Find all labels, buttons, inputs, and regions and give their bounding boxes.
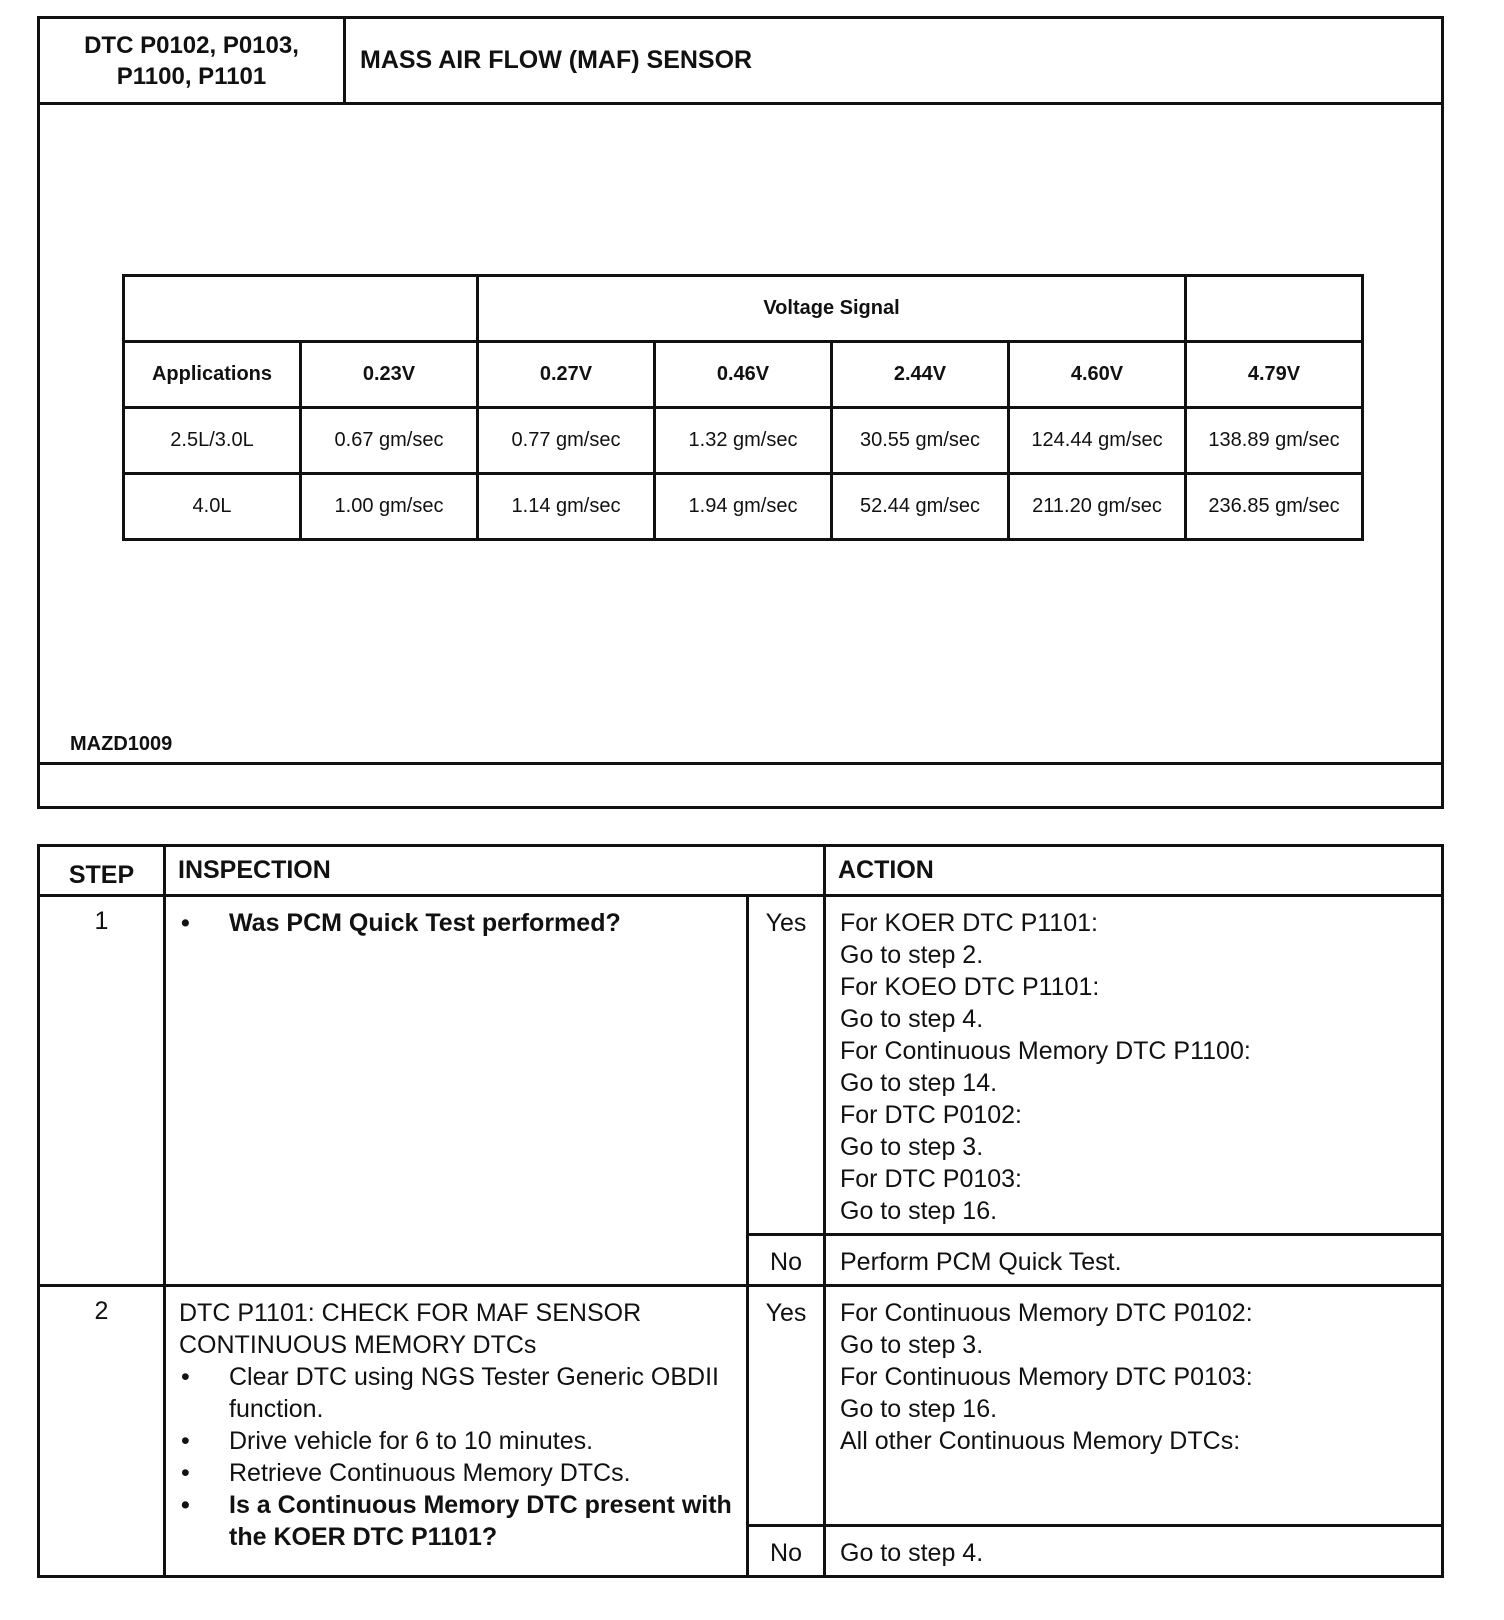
table-cell: 236.85 gm/sec	[1186, 474, 1363, 540]
action-line: Go to step 4.	[840, 1539, 984, 1567]
action-line: For Continuous Memory DTC P0102:	[840, 1299, 1253, 1327]
column-header: 0.23V	[301, 342, 478, 408]
table-cell: 1.32 gm/sec	[655, 408, 832, 474]
table-cell: 1.14 gm/sec	[478, 474, 655, 540]
column-header: 0.27V	[478, 342, 655, 408]
inspection-title: DTC P1101: CHECK FOR MAF SENSOR	[179, 1299, 642, 1327]
action-line: For KOEO DTC P1101:	[840, 973, 1100, 1001]
inspection-bullet: • Retrieve Continuous Memory DTCs.	[179, 1457, 734, 1489]
inspection-header: INSPECTION	[165, 846, 825, 896]
voltage-signal-header: Voltage Signal	[478, 276, 1186, 342]
table-cell	[124, 276, 478, 342]
table-cell: 211.20 gm/sec	[1009, 474, 1186, 540]
table-cell: 138.89 gm/sec	[1186, 408, 1363, 474]
table-row	[39, 896, 1443, 1235]
column-header: 4.60V	[1009, 342, 1186, 408]
table-row	[124, 408, 1363, 474]
table-header-row	[39, 846, 1443, 896]
step-number: 1	[39, 896, 165, 1286]
table-cell: 0.67 gm/sec	[301, 408, 478, 474]
action-line: Go to step 16.	[840, 1395, 998, 1423]
column-header: 2.44V	[832, 342, 1009, 408]
dtc-codes-line1: DTC P0102, P0103,	[84, 31, 299, 59]
action-line: For KOER DTC P1101:	[840, 909, 1098, 937]
action-line: For DTC P0103:	[840, 1165, 1023, 1193]
action-line: Go to step 2.	[840, 941, 984, 969]
yes-label: Yes	[748, 896, 825, 1235]
action-cell	[825, 1526, 1443, 1577]
diagnostic-steps-table	[37, 844, 1444, 1578]
table-row	[124, 276, 1363, 342]
no-label: No	[748, 1526, 825, 1577]
step-number: 2	[39, 1286, 165, 1577]
table-row	[124, 474, 1363, 540]
no-label: No	[748, 1235, 825, 1286]
figure-box	[37, 16, 1444, 809]
action-line: Go to step 3.	[840, 1331, 984, 1359]
action-line: For DTC P0102:	[840, 1101, 1023, 1129]
table-cell: 52.44 gm/sec	[832, 474, 1009, 540]
header-row	[40, 19, 1441, 105]
table-row	[124, 342, 1363, 408]
inspection-question: • Was PCM Quick Test performed?	[179, 907, 734, 939]
inspection-question: • Is a Continuous Memory DTC present with the KOER DTC P1101?	[179, 1489, 734, 1553]
action-line: Perform PCM Quick Test.	[840, 1248, 1122, 1276]
action-line: For Continuous Memory DTC P1100:	[840, 1037, 1251, 1065]
action-line: All other Continuous Memory DTCs:	[840, 1427, 1241, 1455]
column-header: 4.79V	[1186, 342, 1363, 408]
table-cell: 2.5L/3.0L	[124, 408, 301, 474]
table-cell: 124.44 gm/sec	[1009, 408, 1186, 474]
table-row	[39, 1286, 1443, 1526]
action-cell	[825, 896, 1443, 1235]
figure-bottom-strip	[40, 762, 1441, 809]
column-header: 0.46V	[655, 342, 832, 408]
maf-figure	[40, 102, 1441, 758]
table-cell: 1.00 gm/sec	[301, 474, 478, 540]
figure-id: MAZD1009	[70, 733, 173, 755]
action-line: Go to step 4.	[840, 1005, 984, 1033]
action-line: Go to step 3.	[840, 1133, 984, 1161]
table-cell: 0.77 gm/sec	[478, 408, 655, 474]
table-cell: 4.0L	[124, 474, 301, 540]
inspection-bullet: • Drive vehicle for 6 to 10 minutes.	[179, 1425, 734, 1457]
action-line: For Continuous Memory DTC P0103:	[840, 1363, 1253, 1391]
table-cell	[1186, 276, 1363, 342]
action-line: Go to step 14.	[840, 1069, 998, 1097]
action-cell	[825, 1286, 1443, 1526]
inspection-bullet: • Clear DTC using NGS Tester Generic OBDII function.	[179, 1361, 734, 1425]
step-header: STEP	[39, 846, 165, 896]
table-cell: 1.94 gm/sec	[655, 474, 832, 540]
table-cell: 30.55 gm/sec	[832, 408, 1009, 474]
inspection-cell	[165, 1286, 748, 1577]
inspection-title: CONTINUOUS MEMORY DTCs	[179, 1331, 537, 1359]
yes-label: Yes	[748, 1286, 825, 1526]
action-header: ACTION	[825, 846, 1443, 896]
action-cell	[825, 1235, 1443, 1286]
dtc-codes-line2: P1100, P1101	[116, 62, 267, 90]
column-header: Applications	[124, 342, 301, 408]
maf-voltage-table	[122, 274, 1364, 541]
page-title: MASS AIR FLOW (MAF) SENSOR	[360, 46, 753, 74]
dtc-codes	[40, 19, 346, 102]
inspection-cell	[165, 896, 748, 1286]
action-line: Go to step 16.	[840, 1197, 998, 1225]
